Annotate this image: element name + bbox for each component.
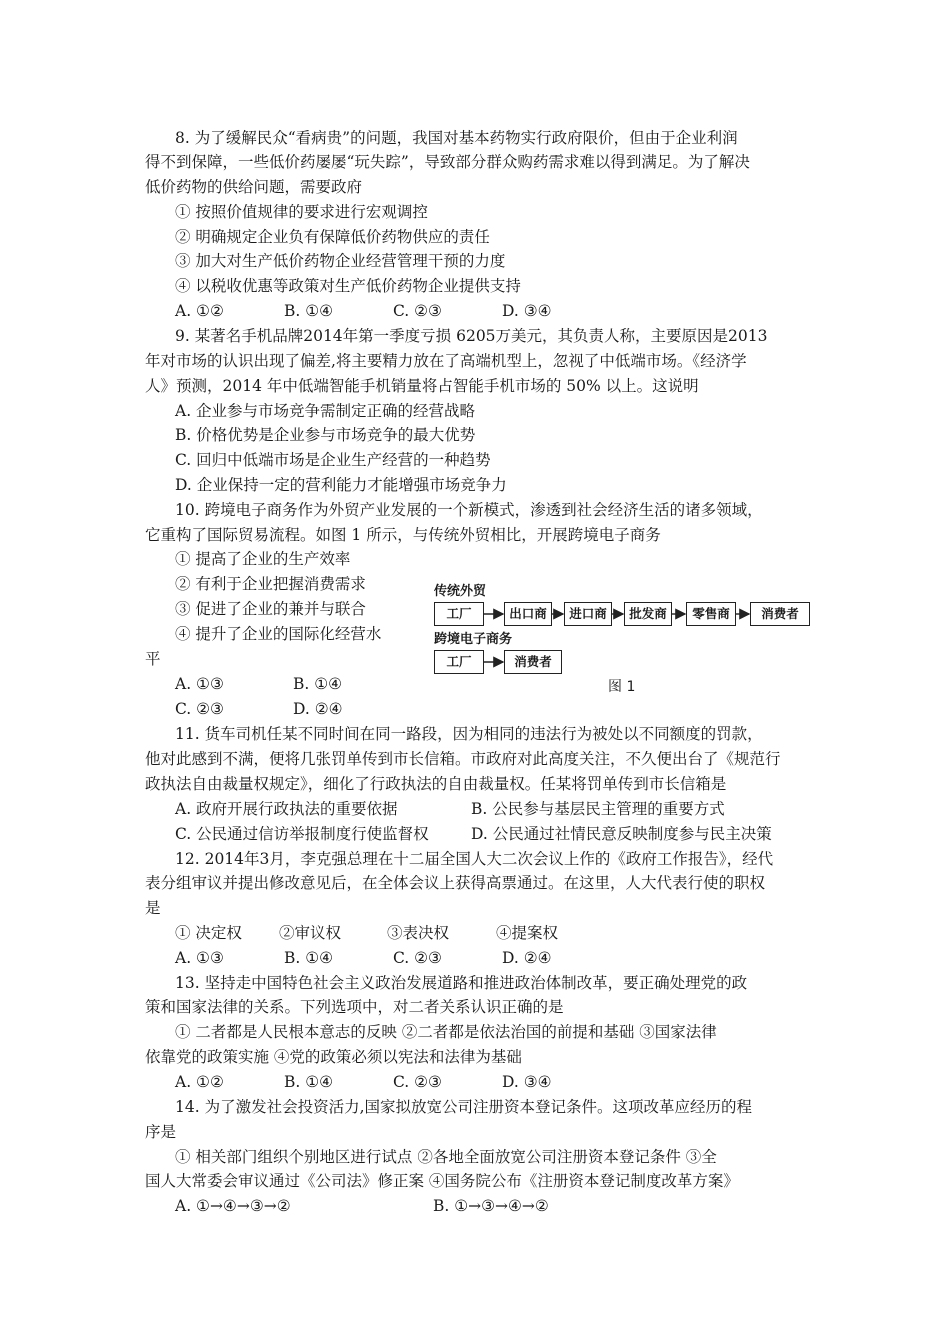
q13-items-line-1: ① 二者都是人民根本意志的反映 ②二者都是依法治国的前提和基础 ③国家法律 <box>175 1023 717 1041</box>
q12-option-d[interactable]: D. ②④ <box>502 949 552 967</box>
q9-stem-line-2: 年对市场的认识出现了偏差,将主要精力放在了高端机型上，忽视了中低端市场。《经济学 <box>145 352 747 370</box>
q8-item-4: ④ 以税收优惠等政策对生产低价药物企业提供支持 <box>175 277 521 295</box>
q10-option-d[interactable]: D. ②④ <box>293 700 343 718</box>
ecommerce-title: 跨境电子商务 <box>434 632 513 647</box>
traditional-trade-title: 传统外贸 <box>434 584 487 599</box>
q11-option-d[interactable]: D. 公民通过社情民意反映制度参与民主决策 <box>471 825 772 843</box>
q10-item-2: ② 有利于企业把握消费需求 <box>175 575 366 593</box>
q8-option-c[interactable]: C. ②③ <box>393 302 442 320</box>
q10-item-4-cont: 平 <box>145 650 161 668</box>
q11-stem-line-1: 11. 货车司机任某不同时间在同一路段，因为相同的违法行为被处以不同额度的罚款， <box>175 725 763 743</box>
q9-stem-line-1: 9. 某著名手机品牌2014年第一季度亏损 6205万美元，其负责人称，主要原因是2013 <box>175 327 768 345</box>
q12-items <box>175 921 558 945</box>
flow-node-factory: 工厂 <box>434 602 484 626</box>
q10-item-1: ① 提高了企业的生产效率 <box>175 550 351 568</box>
q10-stem-line-2: 它重构了国际贸易流程。如图 1 所示，与传统外贸相比，开展跨境电子商务 <box>145 526 661 544</box>
q12-item-2: ②审议权 <box>279 924 342 942</box>
q9-option-d[interactable]: D. 企业保持一定的营利能力才能增强市场竞争力 <box>175 476 507 494</box>
q14-stem-line-1: 14. 为了激发社会投资活力,国家拟放宽公司注册资本登记条件。这项改革应经历的程 <box>175 1098 753 1116</box>
q10-option-b[interactable]: B. ①④ <box>293 675 343 693</box>
q12-options <box>175 946 611 970</box>
q11-options-row-1 <box>175 797 767 821</box>
q10-options-row-1 <box>175 672 411 696</box>
flow-node-wholesaler: 批发商 <box>624 602 672 626</box>
q14-option-a[interactable]: A. ①→④→③→② <box>175 1197 291 1215</box>
flow-node-exporter: 出口商 <box>504 602 552 626</box>
q8-stem-line-3: 低价药物的供给问题，需要政府 <box>145 178 363 196</box>
q11-options-row-2 <box>175 822 772 846</box>
q11-option-c[interactable]: C. 公民通过信访举报制度行使监督权 <box>175 825 429 843</box>
q12-stem-line-3: 是 <box>145 899 161 917</box>
q9-stem-line-3: 人》预测，2014 年中低端智能手机销量将占智能手机市场的 50% 以上。这说明 <box>145 377 699 395</box>
q9-option-a[interactable]: A. 企业参与市场竞争需制定正确的经营战略 <box>175 402 476 420</box>
q13-options <box>175 1070 611 1094</box>
q11-stem-line-2: 他对此感到不满，便将几张罚单传到市长信箱。市政府对此高度关注，不久便出台了《规范行 <box>145 750 781 768</box>
q12-item-1: ① 决定权 <box>175 924 242 942</box>
q13-option-a[interactable]: A. ①② <box>175 1073 224 1091</box>
q13-stem-line-2: 策和国家法律的关系。下列选项中，对二者关系认识正确的是 <box>145 998 564 1016</box>
q14-stem-line-2: 序是 <box>145 1123 177 1141</box>
q9-option-b[interactable]: B. 价格优势是企业参与市场竞争的最大优势 <box>175 426 476 444</box>
q12-stem-line-1: 12. 2014年3月，李克强总理在十二届全国人大二次会议上作的《政府工作报告》，经代 <box>175 850 774 868</box>
q13-option-b[interactable]: B. ①④ <box>284 1073 334 1091</box>
q8-item-3: ③ 加大对生产低价药物企业经营管理干预的力度 <box>175 252 506 270</box>
q8-stem-line-1: 8. 为了缓解民众“看病贵”的问题，我国对基本药物实行政府限价，但由于企业利润 <box>175 129 738 147</box>
q12-item-4: ④提案权 <box>496 924 559 942</box>
q12-option-b[interactable]: B. ①④ <box>284 949 334 967</box>
ecommerce-node-factory: 工厂 <box>434 650 484 674</box>
q11-stem-line-3: 政执法自由裁量权规定》，细化了行政执法的自由裁量权。任某将罚单传到市长信箱是 <box>145 775 727 793</box>
q10-options-row-2 <box>175 697 411 721</box>
flow-node-retailer: 零售商 <box>686 602 736 626</box>
q14-option-b[interactable]: B. ①→③→④→② <box>433 1197 549 1215</box>
q12-item-3: ③表决权 <box>387 924 450 942</box>
q13-option-d[interactable]: D. ③④ <box>502 1073 552 1091</box>
figure-caption: 图 1 <box>608 679 636 695</box>
ecommerce-node-consumer: 消费者 <box>504 650 562 674</box>
q14-items-line-2: 国人大常委会审议通过《公司法》修正案 ④国务院公布《注册资本登记制度改革方案》 <box>145 1172 739 1190</box>
q14-options <box>175 1194 691 1218</box>
q8-item-1: ① 按照价值规律的要求进行宏观调控 <box>175 203 428 221</box>
q12-option-c[interactable]: C. ②③ <box>393 949 442 967</box>
q13-stem-line-1: 13. 坚持走中国特色社会主义政治发展道路和推进政治体制改革，要正确处理党的政 <box>175 974 748 992</box>
q8-option-a[interactable]: A. ①② <box>175 302 224 320</box>
q8-options <box>175 299 611 323</box>
q10-option-a[interactable]: A. ①③ <box>175 675 224 693</box>
q9-option-c[interactable]: C. 回归中低端市场是企业生产经营的一种趋势 <box>175 451 491 469</box>
q8-option-d[interactable]: D. ③④ <box>502 302 552 320</box>
q12-option-a[interactable]: A. ①③ <box>175 949 224 967</box>
q8-stem-line-2: 得不到保障，一些低价药屡屡“玩失踪”，导致部分群众购药需求难以得到满足。为了解决 <box>145 153 750 171</box>
q8-item-2: ② 明确规定企业负有保障低价药物供应的责任 <box>175 228 490 246</box>
flow-node-consumer: 消费者 <box>750 602 810 626</box>
q14-items-line-1: ① 相关部门组织个别地区进行试点 ②各地全面放宽公司注册资本登记条件 ③全 <box>175 1148 717 1166</box>
q11-option-a[interactable]: A. 政府开展行政执法的重要依据 <box>175 800 398 818</box>
q12-stem-line-2: 表分组审议并提出修改意见后，在全体会议上获得高票通过。在这里，人大代表行使的职权 <box>145 874 766 892</box>
flow-node-importer: 进口商 <box>564 602 612 626</box>
q13-option-c[interactable]: C. ②③ <box>393 1073 442 1091</box>
q10-item-4: ④ 提升了企业的国际化经营水 <box>175 625 382 643</box>
q8-option-b[interactable]: B. ①④ <box>284 302 334 320</box>
q13-items-line-2: 依靠党的政策实施 ④党的政策必须以宪法和法律为基础 <box>145 1048 522 1066</box>
q10-option-c[interactable]: C. ②③ <box>175 700 224 718</box>
q10-item-3: ③ 促进了企业的兼并与联合 <box>175 600 366 618</box>
q11-option-b[interactable]: B. 公民参与基层民主管理的重要方式 <box>471 800 725 818</box>
q10-stem-line-1: 10. 跨境电子商务作为外贸产业发展的一个新模式，渗透到社会经济生活的诸多领域， <box>175 501 763 519</box>
figure-1-flow-diagram <box>432 574 812 699</box>
